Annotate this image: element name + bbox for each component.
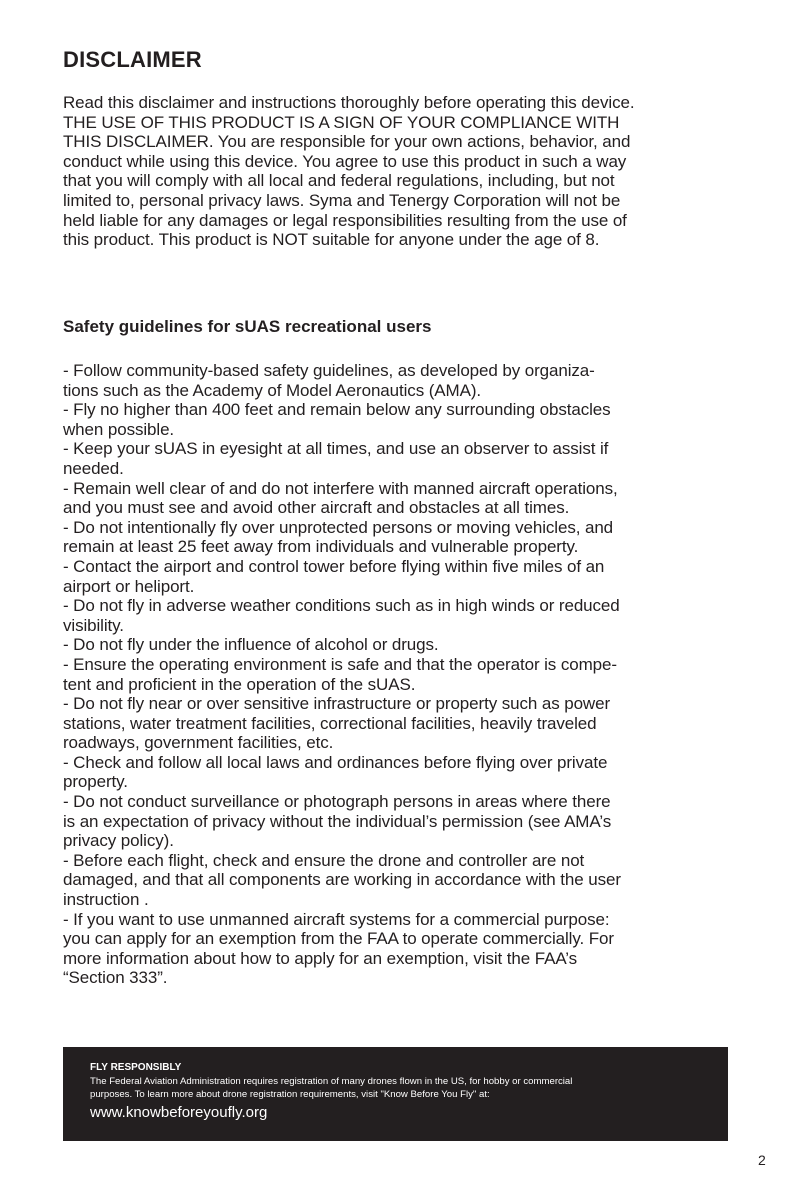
guideline-line: airport or heliport. bbox=[63, 576, 195, 596]
guideline-line: - Before each flight, check and ensure the drone and controller are not bbox=[63, 850, 585, 870]
guideline-line: - If you want to use unmanned aircraft systems for a commercial purpose: bbox=[63, 909, 610, 929]
fly-responsibly-box bbox=[63, 1047, 728, 1141]
guideline-line: remain at least 25 feet away from individuals and vulnerable property. bbox=[63, 537, 579, 557]
disclaimer-line: THE USE OF THIS PRODUCT IS A SIGN OF YOUR COMPLIANCE WITH bbox=[63, 112, 620, 132]
guideline-line: privacy policy). bbox=[63, 831, 174, 851]
guideline-line: instruction . bbox=[63, 890, 149, 910]
guideline-line: - Do not fly near or over sensitive infrastructure or property such as power bbox=[63, 694, 611, 714]
guideline-line: - Keep your sUAS in eyesight at all times, and use an observer to assist if bbox=[63, 439, 609, 459]
fly-responsibly-line: purposes. To learn more about drone registration requirements, visit "Know Before You Fly" at: bbox=[90, 1089, 490, 1100]
disclaimer-line: held liable for any damages or legal responsibilities resulting from the use of bbox=[63, 210, 627, 230]
safety-guidelines-list bbox=[63, 361, 753, 988]
guideline-line: visibility. bbox=[63, 615, 124, 635]
disclaimer-line: that you will comply with all local and federal regulations, including, but not bbox=[63, 171, 615, 191]
guideline-line: and you must see and avoid other aircraft and obstacles at all times. bbox=[63, 498, 570, 518]
page-number: 2 bbox=[758, 1152, 766, 1168]
guideline-line: damaged, and that all components are working in accordance with the user bbox=[63, 870, 621, 890]
know-before-you-fly-url: www.knowbeforeyoufly.org bbox=[90, 1104, 268, 1121]
guideline-line: - Follow community-based safety guidelines, as developed by organiza- bbox=[63, 361, 595, 380]
guideline-line: “Section 333”. bbox=[63, 968, 168, 988]
guideline-line: needed. bbox=[63, 458, 124, 478]
disclaimer-line: this product. This product is NOT suitable for anyone under the age of 8. bbox=[63, 230, 600, 250]
guideline-line: roadways, government facilities, etc. bbox=[63, 733, 334, 753]
disclaimer-line: limited to, personal privacy laws. Syma and Tenergy Corporation will not be bbox=[63, 190, 621, 210]
fly-responsibly-text bbox=[90, 1075, 710, 1101]
disclaimer-line: conduct while using this device. You agree to use this product in such a way bbox=[63, 151, 627, 171]
fly-responsibly-title: FLY RESPONSIBLY bbox=[90, 1062, 182, 1073]
guideline-line: property. bbox=[63, 772, 128, 792]
disclaimer-title: DISCLAIMER bbox=[63, 47, 202, 72]
guideline-line: - Do not intentionally fly over unprotected persons or moving vehicles, and bbox=[63, 517, 614, 537]
guideline-line: tent and proficient in the operation of the sUAS. bbox=[63, 674, 416, 694]
guideline-line: - Do not fly under the influence of alcohol or drugs. bbox=[63, 635, 439, 655]
disclaimer-body bbox=[63, 93, 753, 250]
guideline-line: you can apply for an exemption from the FAA to operate commercially. For bbox=[63, 929, 614, 949]
guideline-line: when possible. bbox=[63, 419, 175, 439]
guideline-line: - Do not fly in adverse weather conditions such as in high winds or reduced bbox=[63, 596, 620, 616]
safety-guidelines-heading: Safety guidelines for sUAS recreational users bbox=[63, 317, 432, 336]
guideline-line: stations, water treatment facilities, correctional facilities, heavily traveled bbox=[63, 713, 597, 733]
disclaimer-line: THIS DISCLAIMER. You are responsible for your own actions, behavior, and bbox=[63, 132, 631, 152]
guideline-line: is an expectation of privacy without the individual’s permission (see AMA’s bbox=[63, 811, 612, 831]
guideline-line: - Check and follow all local laws and ordinances before flying over private bbox=[63, 752, 608, 772]
guideline-line: - Ensure the operating environment is safe and that the operator is compe- bbox=[63, 654, 617, 674]
disclaimer-line: Read this disclaimer and instructions thoroughly before operating this device. bbox=[63, 93, 635, 112]
guideline-line: more information about how to apply for an exemption, visit the FAA’s bbox=[63, 948, 578, 968]
fly-responsibly-line: The Federal Aviation Administration requires registration of many drones flown in the US, for hobby or commercial bbox=[90, 1076, 573, 1087]
guideline-line: tions such as the Academy of Model Aeronautics (AMA). bbox=[63, 380, 482, 400]
guideline-line: - Do not conduct surveillance or photograph persons in areas where there bbox=[63, 792, 611, 812]
guideline-line: - Contact the airport and control tower before flying within five miles of an bbox=[63, 556, 605, 576]
guideline-line: - Fly no higher than 400 feet and remain below any surrounding obstacles bbox=[63, 400, 611, 420]
guideline-line: - Remain well clear of and do not interfere with manned aircraft operations, bbox=[63, 478, 618, 498]
